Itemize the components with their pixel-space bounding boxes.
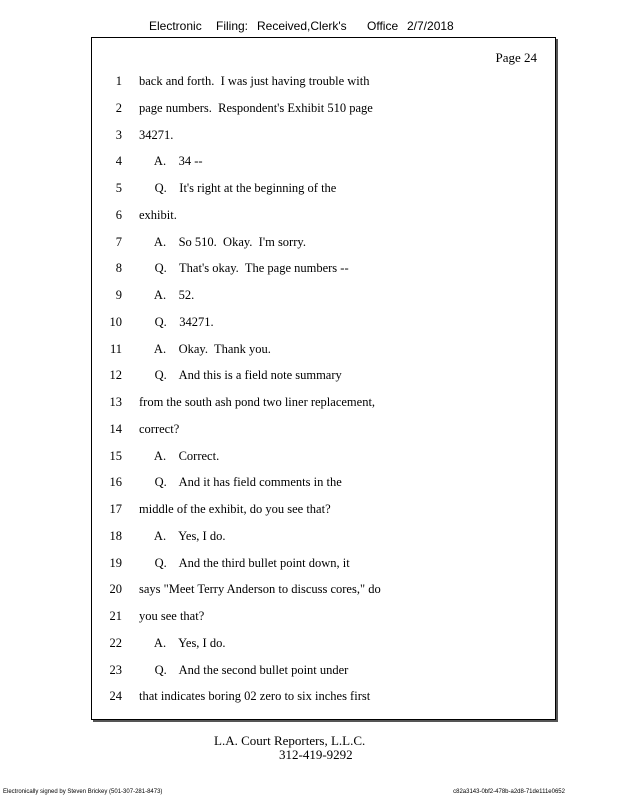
line-text: A. Okay. Thank you.: [139, 341, 271, 356]
line-number: 21: [109, 609, 122, 623]
page-number-label: Page 24: [495, 50, 537, 65]
transcript-line: [92, 582, 557, 600]
line-number: 1: [115, 74, 122, 88]
line-number: 12: [109, 368, 122, 383]
line-number: 14: [109, 421, 122, 436]
line-text: Q. And the third bullet point down, it: [139, 555, 350, 570]
line-text: correct?: [139, 421, 180, 436]
reporter-company: L.A. Court Reporters, L.L.C.: [214, 733, 366, 748]
line-number: 8: [115, 261, 122, 276]
line-text: page numbers. Respondent's Exhibit 510 page: [139, 100, 373, 115]
transcript-line: [92, 689, 557, 707]
line-number: 2: [115, 100, 122, 115]
transcript-line: [92, 128, 557, 146]
filing-header-word: Filing:: [216, 19, 249, 33]
transcript-line: [92, 502, 557, 520]
filing-header-word: Received,Clerk's: [257, 19, 347, 33]
transcript-line: [92, 636, 557, 654]
transcript-line: [92, 315, 557, 333]
document-hash: c82a3143-0bf2-478b-a2d8-71de111e0652: [453, 789, 565, 795]
line-text: A. Yes, I do.: [139, 635, 226, 650]
line-text: says "Meet Terry Anderson to discuss cores," do: [139, 582, 381, 597]
transcript-line: [92, 609, 557, 627]
line-number: 13: [109, 395, 122, 409]
line-text: from the south ash pond two liner replacement,: [139, 395, 376, 409]
transcript-line: [92, 529, 557, 547]
transcript-page-frame: [91, 37, 556, 720]
transcript-line: [92, 663, 557, 681]
transcript-line: [92, 181, 557, 199]
transcript-line: [92, 422, 557, 440]
line-number: 11: [109, 341, 122, 356]
line-number: 4: [115, 154, 122, 169]
line-text: that indicates boring 02 zero to six inches first: [139, 689, 371, 704]
filing-header: [0, 19, 618, 37]
line-text: A. Yes, I do.: [139, 528, 226, 543]
line-text: Q. And this is a field note summary: [139, 368, 342, 383]
transcript-line: [92, 235, 557, 253]
transcript-line: [92, 475, 557, 493]
transcript-line: [92, 449, 557, 467]
line-number: 16: [109, 475, 122, 490]
line-text: A. 34 --: [139, 154, 203, 169]
line-number: 23: [109, 662, 122, 677]
line-number: 19: [109, 555, 122, 570]
line-number: 3: [115, 127, 122, 142]
filing-header-word: 2/7/2018: [407, 19, 454, 33]
line-number: 17: [109, 502, 122, 516]
transcript-line: [92, 261, 557, 279]
line-number: 9: [115, 288, 122, 302]
line-number: 24: [109, 689, 122, 704]
line-number: 10: [109, 314, 122, 329]
line-number: 22: [109, 635, 122, 650]
transcript-line: [92, 74, 557, 92]
transcript-line: [92, 368, 557, 386]
filing-header-word: Office: [367, 19, 399, 33]
transcript-line: [92, 154, 557, 172]
transcript-line: [92, 208, 557, 226]
line-text: A. Correct.: [139, 448, 220, 463]
line-number: 15: [109, 448, 122, 463]
line-number: 5: [115, 181, 122, 195]
line-text: Q. And it has field comments in the: [139, 475, 342, 490]
filing-header-word: Electronic: [149, 19, 202, 33]
electronic-signature: Electronically signed by Steven Brickey (501-307-281-8473): [3, 789, 163, 795]
line-text: Q. And the second bullet point under: [139, 662, 349, 677]
line-number: 20: [109, 582, 122, 597]
transcript-line: [92, 101, 557, 119]
transcript-line: [92, 556, 557, 574]
line-text: exhibit.: [139, 207, 177, 222]
transcript-line: [92, 288, 557, 306]
line-number: 6: [115, 207, 122, 222]
line-text: back and forth. I was just having trouble with: [139, 74, 370, 88]
line-text: A. 52.: [139, 288, 195, 302]
transcript-line: [92, 395, 557, 413]
line-text: A. So 510. Okay. I'm sorry.: [139, 234, 306, 249]
line-text: Q. It's right at the beginning of the: [139, 181, 337, 195]
line-number: 7: [115, 234, 122, 249]
line-text: you see that?: [139, 609, 205, 623]
transcript-line: [92, 342, 557, 360]
line-number: 18: [109, 528, 122, 543]
line-text: Q. That's okay. The page numbers --: [139, 261, 349, 276]
line-text: 34271.: [139, 127, 174, 142]
reporter-phone: 312-419-9292: [279, 747, 353, 762]
line-text: Q. 34271.: [139, 314, 214, 329]
line-text: middle of the exhibit, do you see that?: [139, 502, 331, 516]
